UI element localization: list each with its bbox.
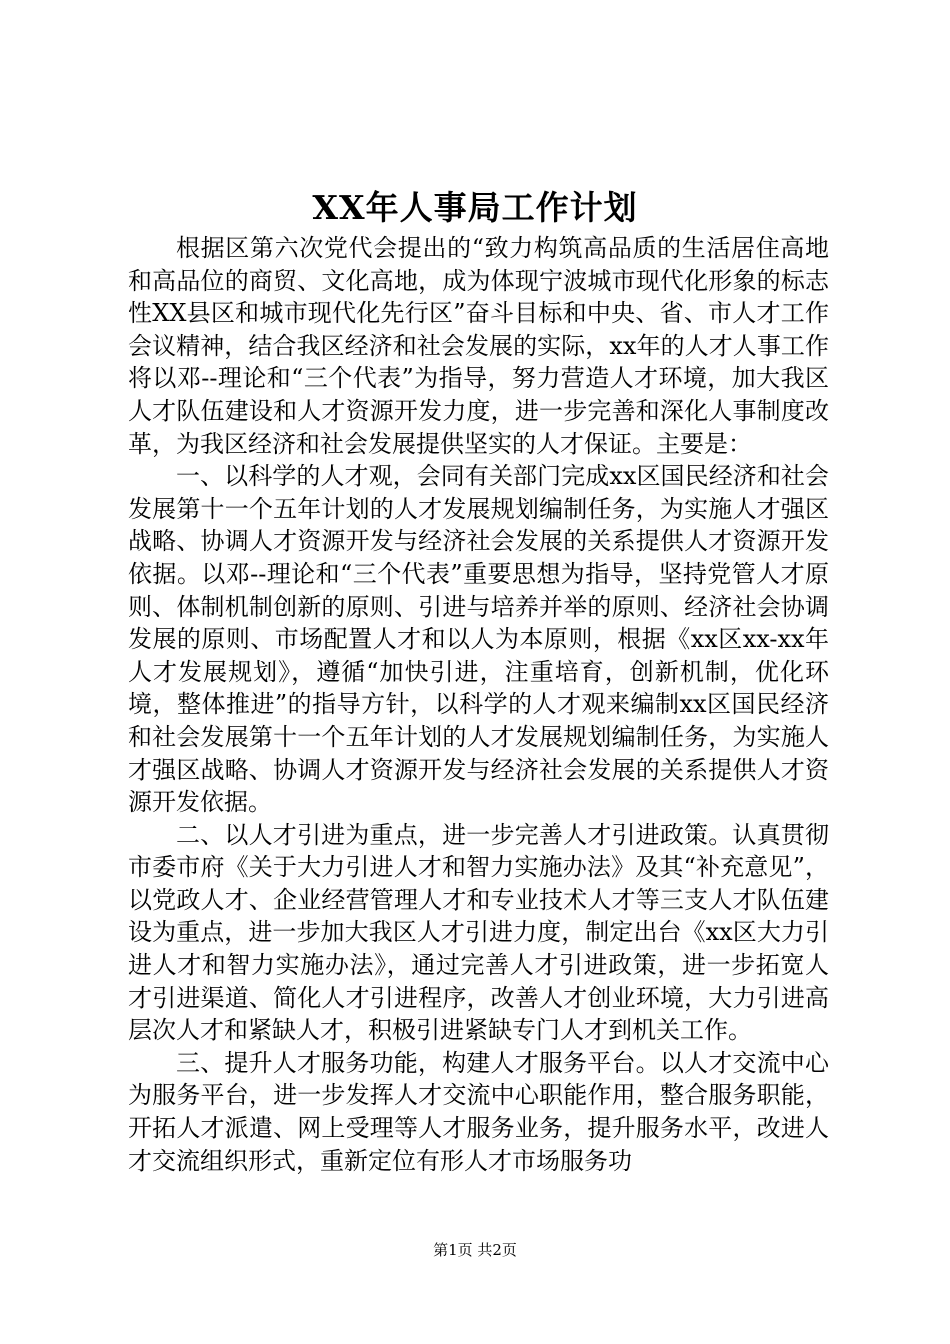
document-title: XX年人事局工作计划	[312, 188, 638, 227]
paragraph-section-2: 二、以人才引进为重点，进一步完善人才引进政策。认真贯彻市委市府《关于大力引进人才和智力实施办法》及其“补充意见”，以党政人才、企业经营管理人才和专业技术人才等三支人才队伍建设为重点，进一步加大我区人才引进力度，制定出台《xx区大力引进人才和智力实施办法》，通过完善人才引进政策，进一步拓宽人才引进渠道、简化人才引进程序，改善人才创业环境，大力引进高层次人才和紧缺人才，积极引进紧缺专门人才到机关工作。	[128, 820, 829, 1045]
paragraph-intro: 根据区第六次党代会提出的“致力构筑高品质的生活居住高地和高品位的商贸、文化高地，成为体现宁波城市现代化形象的标志性XX县区和城市现代化先行区”奋斗目标和中央、省、市人才工作会议精神，结合我区经济和社会发展的实际，xx年的人才人事工作将以邓--理论和“三个代表”为指导，努力营造人才环境，加大我区人才队伍建设和人才资源开发力度，进一步完善和深化人事制度改革，为我区经济和社会发展提供坚实的人才保证。主要是：	[128, 234, 829, 458]
page-footer: 第1页 共2页	[433, 1241, 517, 1259]
paragraph-section-1: 一、以科学的人才观，会同有关部门完成xx区国民经济和社会发展第十一个五年计划的人才发展规划编制任务，为实施人才强区战略、协调人才资源开发与经济社会发展的关系提供人才资源开发依据。以邓--理论和“三个代表”重要思想为指导，坚持党管人才原则、体制机制创新的原则、引进与培养并举的原则、经济社会协调发展的原则、市场配置人才和以人为本原则，根据《xx区xx-xx年人才发展规划》，遵循“加快引进，注重培育，创新机制，优化环境，整体推进”的指导方针，以科学的人才观来编制xx区国民经济和社会发展第十一个五年计划的人才发展规划编制任务，为实施人才强区战略、协调人才资源开发与经济社会发展的关系提供人才资源开发依据。	[128, 462, 829, 817]
paragraph-section-3: 三、提升人才服务功能，构建人才服务平台。以人才交流中心为服务平台，进一步发挥人才交流中心职能作用，整合服务职能，开拓人才派遣、网上受理等人才服务业务，提升服务水平，改进人才交流组织形式，重新定位有形人才市场服务功	[128, 1048, 829, 1175]
document-body	[128, 232, 829, 1177]
